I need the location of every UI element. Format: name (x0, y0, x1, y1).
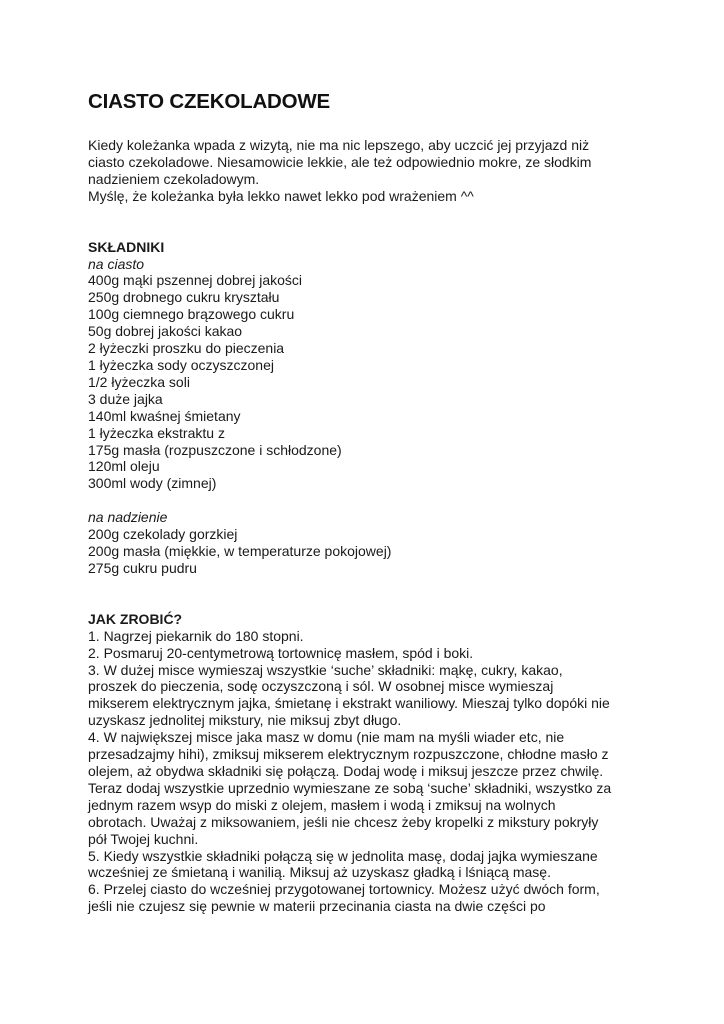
intro-line: ciasto czekoladowe. Niesamowicie lekkie, ale też odpowiednio mokre, ze słodkim (88, 153, 592, 170)
ingredient-item: 275g cukru pudru (88, 559, 197, 576)
method-line: mikserem elektrycznym jajka, śmietanę i ekstrakt waniliowy. Mieszaj tylko dopóki nie (88, 695, 610, 712)
intro-line: nadzieniem czekoladowym. (88, 170, 260, 187)
method-line: wcześniej ze śmietaną i wanilią. Miksuj aż uzyskasz gładką i lśniącą masę. (88, 864, 551, 881)
method-line: 6. Przelej ciasto do wcześniej przygotowanej tortownicy. Możesz użyć dwóch form, (88, 881, 600, 898)
method-line: olejem, aż obydwa składniki się połączą. Dodaj wodę i miksuj jeszcze przez chwilę. (88, 763, 604, 779)
method-line: 1. Nagrzej piekarnik do 180 stopni. (88, 627, 304, 644)
method-line: 2. Posmaruj 20-centymetrową tortownicę masłem, spód i boki. (88, 644, 474, 661)
ingredient-item: 120ml oleju (88, 458, 160, 475)
ingredient-item: 250g drobnego cukru kryształu (88, 289, 280, 306)
method-line: jeśli nie czujesz się pewnie w materii przecinania ciasta na dwie części po (88, 898, 546, 915)
method-steps (88, 628, 648, 915)
intro-line: Kiedy koleżanka wpada z wizytą, nie ma nic lepszego, aby uczcić jej przyjazd niż (88, 137, 590, 153)
ingredient-item: 2 łyżeczki proszku do pieczenia (88, 340, 285, 357)
ingredient-item: 200g masła (miękkie, w temperaturze pokojowej) (88, 543, 392, 560)
document-content (88, 89, 648, 915)
method-line: Teraz dodaj wszystkie uprzednio wymieszane ze sobą ‘suche’ składniki, wszystko za (88, 779, 612, 796)
filling-subheading: na nadzienie (88, 509, 168, 526)
cake-ingredients-list (88, 272, 648, 492)
ingredient-item: 175g masła (rozpuszczone i schłodzone) (88, 441, 342, 458)
ingredient-item: 100g ciemnego brązowego cukru (88, 306, 295, 323)
recipe-title: CIASTO CZEKOLADOWE (88, 90, 331, 113)
method-line: proszek do pieczenia, sodę oczyszczoną i sól. W osobnej misce wymieszaj (88, 678, 554, 695)
ingredients-heading: SKŁADNIKI (88, 238, 165, 255)
ingredient-item: 1 łyżeczka sody oczyszczonej (88, 356, 274, 373)
method-heading: JAK ZROBIĆ? (88, 610, 183, 627)
ingredient-item: 400g mąki pszennej dobrej jakości (88, 272, 303, 289)
method-section (88, 611, 648, 915)
ingredients-section (88, 239, 648, 577)
cake-subheading: na ciasto (88, 255, 145, 272)
method-line: jednym razem wsyp do miski z olejem, masłem i wodą i zmiksuj na wolnych (88, 796, 556, 813)
method-line: 3. W dużej misce wymieszaj wszystkie ‘suche’ składniki: mąkę, cukry, kakao, (88, 661, 563, 678)
intro-paragraph (88, 137, 648, 205)
ingredient-item: 200g czekolady gorzkiej (88, 526, 238, 543)
ingredient-item: 50g dobrej jakości kakao (88, 323, 243, 340)
ingredient-item: 1/2 łyżeczka soli (88, 373, 190, 390)
ingredient-item: 1 łyżeczka ekstraktu z (88, 424, 225, 441)
method-line: uzyskasz jednolitej mikstury, nie miksuj zbyt długo. (88, 712, 402, 729)
method-line: 5. Kiedy wszystkie składniki połączą się w jednolita masę, dodaj jajka wymieszane (88, 847, 598, 864)
ingredient-item: 300ml wody (zimnej) (88, 475, 217, 492)
filling-ingredients-list (88, 526, 648, 577)
ingredient-item: 140ml kwaśnej śmietany (88, 407, 241, 424)
intro-line: Myślę, że koleżanka była lekko nawet lekko pod wrażeniem ^^ (88, 187, 474, 204)
method-line: pół Twojej kuchni. (88, 830, 199, 847)
method-line: 4. W największej misce jaka masz w domu (nie mam na myśli wiader etc, nie (88, 729, 565, 746)
method-line: obrotach. Uważaj z miksowaniem, jeśli nie chcesz żeby kropelki z mikstury pokryły (88, 813, 599, 830)
ingredient-item: 3 duże jajka (88, 390, 163, 407)
method-line: przesadzajmy hihi), zmiksuj mikserem elektrycznym rozpuszczone, chłodne masło z (88, 746, 609, 763)
